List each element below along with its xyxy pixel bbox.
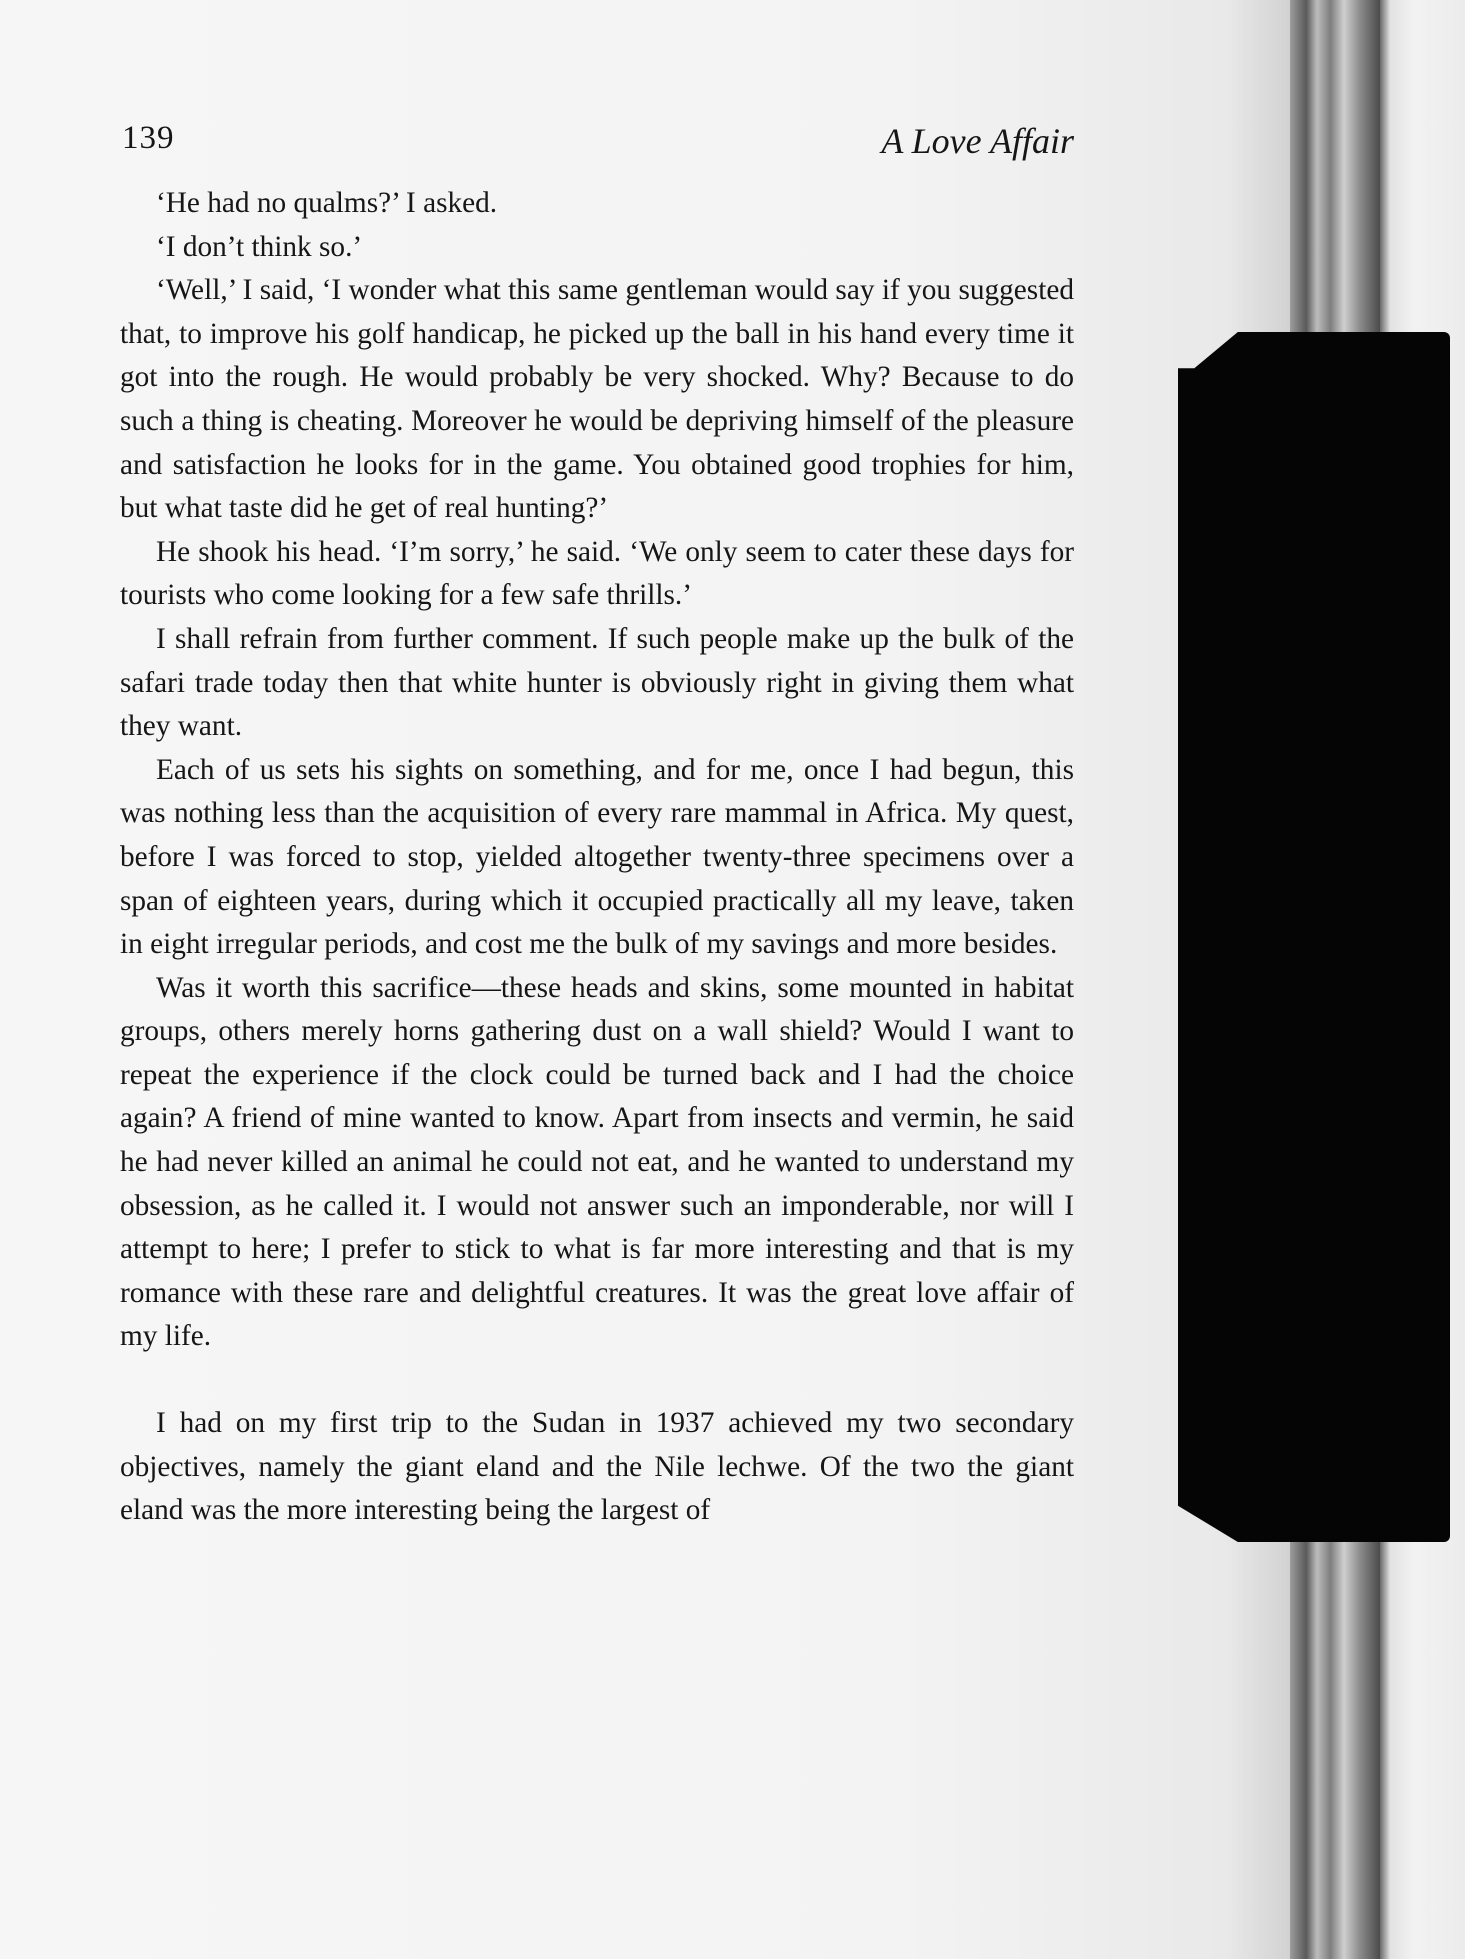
paragraph: He shook his head. ‘I’m sorry,’ he said. ‘We only seem to cater these days for tourists who come looking for a few safe thrills.’ [120, 535, 1074, 612]
page-clip [1178, 332, 1450, 1542]
paragraph: Each of us sets his sights on something, and for me, once I had begun, this was nothing less than the acquisition of every rare mammal in Africa. My quest, before I was forced to stop, yielded altogether twenty-three specimens over a span of eighteen years, during which it occupied practically all my leave, taken in eight irregular periods, and cost me the bulk of my savings and more besides. [120, 753, 1074, 961]
page-header [122, 120, 1074, 176]
paragraph: I had on my first trip to the Sudan in 1937 achieved my two secondary objectives, namely the giant eland and the Nile lechwe. Of the two the giant eland was the more interesting being the largest of [120, 1407, 1074, 1527]
paragraph: I shall refrain from further comment. If such people make up the bulk of the safari trade today then that white hunter is obviously right in giving them what they want. [120, 622, 1074, 743]
paragraph: ‘Well,’ I said, ‘I wonder what this same gentleman would say if you suggested that, to improve his golf handicap, he picked up the ball in his hand every time it got into the rough. He would probably be very shocked. Why? Because to do such a thing is cheating. Moreover he would be depriving himself of the pleasure and satisfaction he looks for in the game. You obtained good trophies for him, but what taste did he get of real hunting?’ [120, 274, 1074, 525]
running-title: A Love Affair [881, 121, 1074, 161]
page-number: 139 [122, 120, 175, 156]
paragraph: Was it worth this sacrifice—these heads and skins, some mounted in habitat groups, others merely horns gathering dust on a wall shield? Would I want to repeat the experience if the clock could be turned back and I had the choice again? A friend of mine wanted to know. Apart from insects and vermin, he said he had never killed an animal he could not eat, and he wanted to understand my obsession, as he called it. I would not answer such an imponderable, nor will I attempt to here; I prefer to stick to what is far more interesting and that is my romance with these rare and delightful creatures. It was the great love affair of my life. [120, 971, 1074, 1353]
paragraph: ‘I don’t think so.’ [156, 230, 363, 263]
paragraph: ‘He had no qualms?’ I asked. [156, 187, 498, 219]
body-text [120, 182, 1074, 1533]
